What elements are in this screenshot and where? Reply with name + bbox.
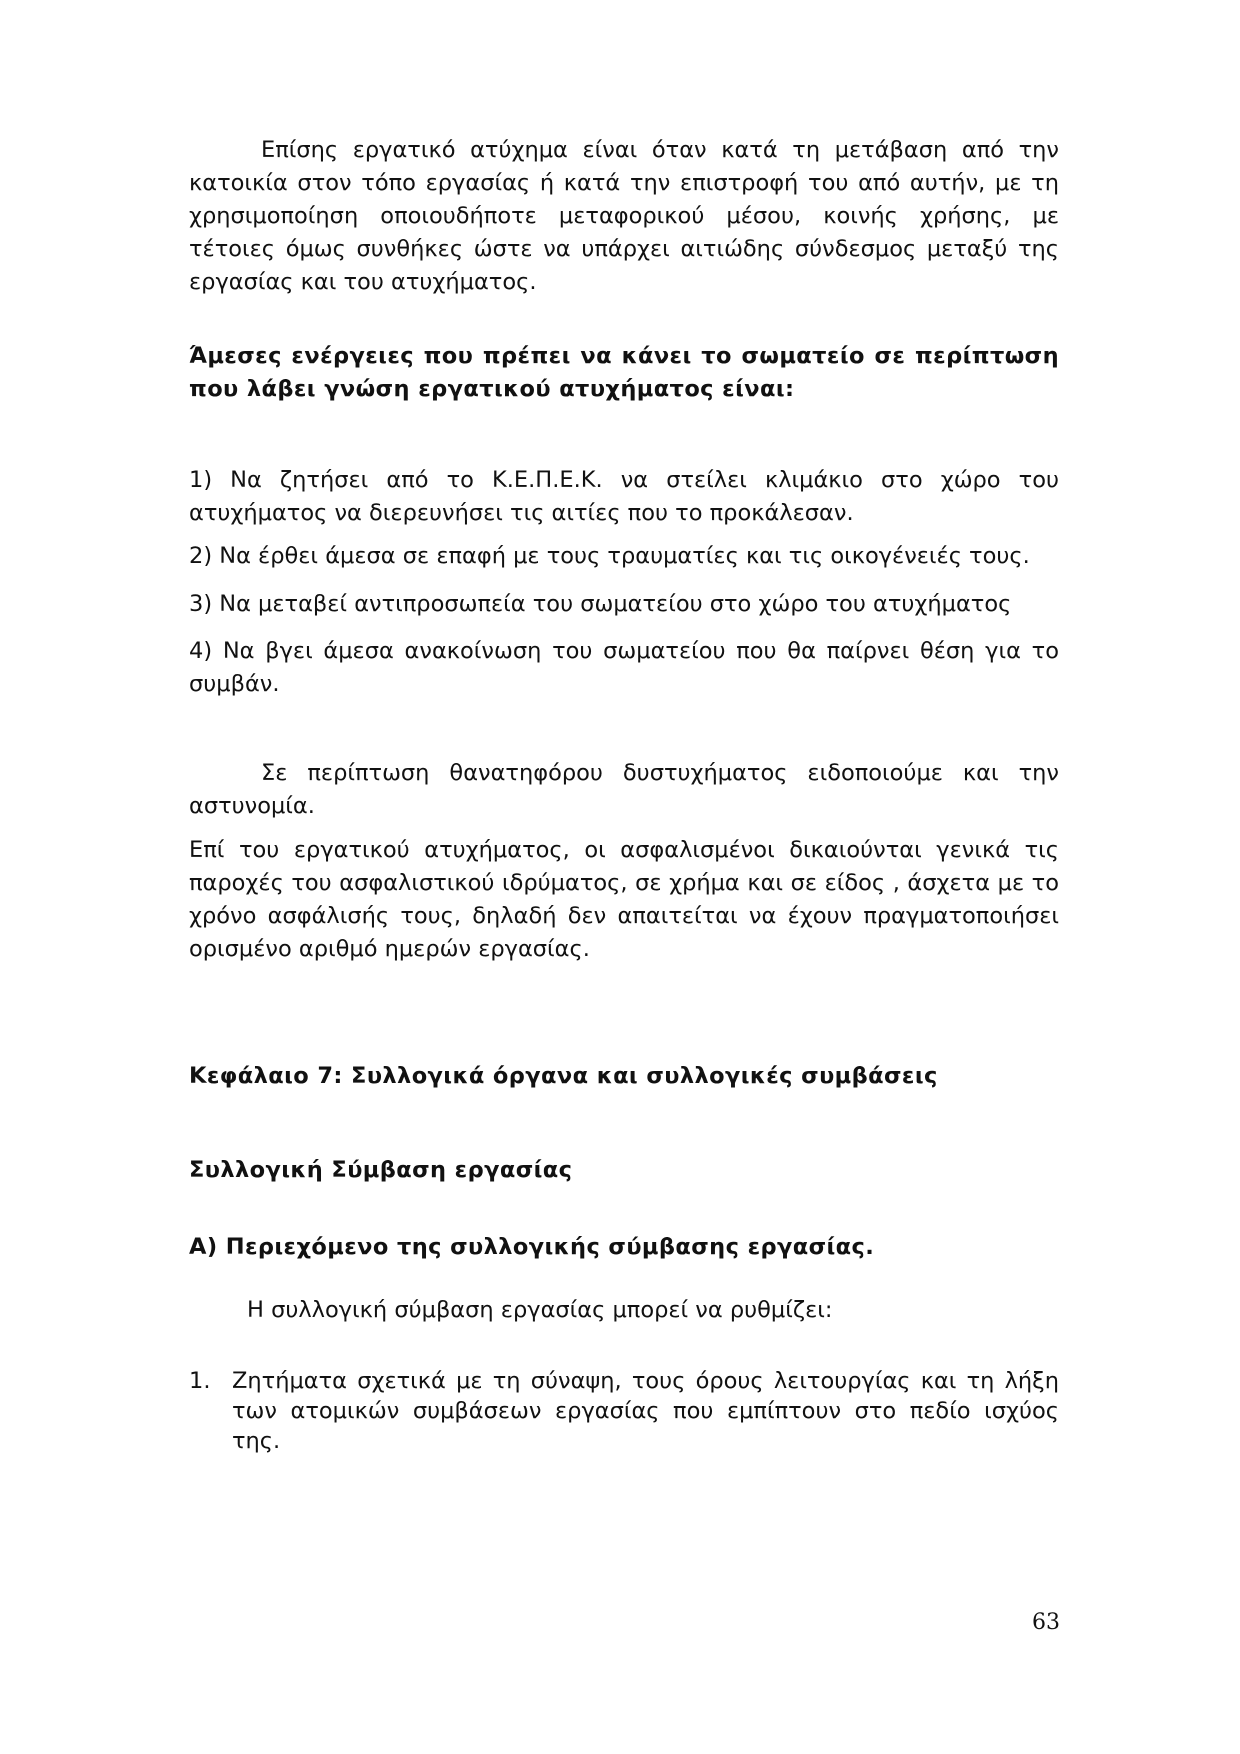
paragraph-commute-accident: Επίσης εργατικό ατύχημα είναι όταν κατά τη μετάβαση από την κατοικία στον τόπο εργασίας ή κατά την επιστροφή του από αυτήν, με τη χρησιμοποίηση οποιουδήποτε μεταφορικού μέσου, κοινής χρήσης, με τέτοιες όμως συνθήκες ώστε να υπάρχει αιτιώδης σύνδεσμος μεταξύ της εργασίας και του ατυχήματος.	[189, 137, 1059, 295]
subsection-heading: Α) Περιεχόμενο της συλλογικής σύμβασης εργασίας.	[189, 1234, 875, 1260]
paragraph-regulates: Η συλλογική σύμβαση εργασίας μπορεί να ρυθμίζει:	[247, 1297, 833, 1323]
action-item-3: 3) Να μεταβεί αντιπροσωπεία του σωματείου στο χώρο του ατυχήματος	[189, 591, 1012, 617]
action-item-4: 4) Να βγει άμεσα ανακοίνωση του σωματείου που θα παίρνει θέση για το συμβάν.	[189, 638, 1059, 697]
list-item-number: 1.	[189, 1368, 211, 1394]
paragraph-fatal-accident: Σε περίπτωση θανατηφόρου δυστυχήματος ειδοποιούμε και την αστυνομία.	[189, 760, 1059, 819]
list-item-text: Ζητήματα σχετικά με τη σύναψη, τους όρους λειτουργίας και τη λήξη των ατομικών συμβάσεων εργασίας που εμπίπτουν στο πεδίο ισχύος της.	[232, 1368, 1059, 1454]
page-number: 63	[1032, 1610, 1060, 1635]
action-item-2: 2) Να έρθει άμεσα σε επαφή με τους τραυματίες και τις οικογένειές τους.	[189, 543, 1030, 569]
heading-immediate-actions: Άμεσες ενέργειες που πρέπει να κάνει το σωματείο σε περίπτωση που λάβει γνώση εργατικού ατυχήματος είναι:	[189, 343, 1059, 402]
list-item	[189, 1366, 1059, 1456]
section-heading: Συλλογική Σύμβαση εργασίας	[189, 1157, 573, 1183]
action-item-1: 1) Να ζητήσει από το Κ.Ε.Π.Ε.Κ. να στείλει κλιμάκιο στο χώρο του ατυχήματος να διερευνήσει τις αιτίες που το προκάλεσαν.	[189, 467, 1059, 526]
paragraph-benefits: Επί του εργατικού ατυχήματος, οι ασφαλισμένοι δικαιούνται γενικά τις παροχές του ασφαλιστικού ιδρύματος, σε χρήμα και σε είδος , άσχετα με το χρόνο ασφάλισής τους, δηλαδή δεν απαιτείται να έχουν πραγματοποιήσει ορισμένο αριθμό ημερών εργασίας.	[189, 837, 1059, 962]
chapter-heading: Κεφάλαιο 7: Συλλογικά όργανα και συλλογικές συμβάσεις	[189, 1063, 938, 1089]
